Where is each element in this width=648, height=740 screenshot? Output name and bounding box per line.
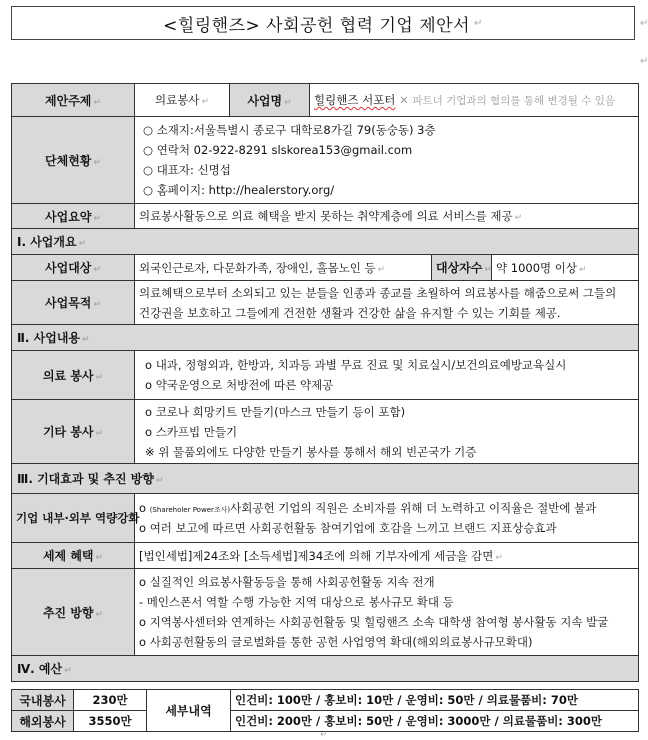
other-row — [12, 400, 639, 464]
biz-name-value[interactable]: 힐링핸즈 서포터 — [314, 93, 396, 107]
strength-value[interactable] — [135, 494, 639, 543]
paragraph-mark-icon: ↵ — [640, 18, 648, 29]
group-label: 단체현황 ↵ — [12, 117, 135, 204]
domestic-label: 국내봉사 — [12, 690, 74, 711]
group-representative: ○ 대표자: 신명섭 — [143, 163, 231, 177]
budget-domestic-row — [12, 690, 639, 711]
detail-label: 세부내역 — [147, 690, 231, 732]
section-2-row — [12, 325, 639, 351]
other-line: o 코로나 희망키트 만들기(마스크 만들기 등이 포함) — [145, 404, 406, 419]
paragraph-mark-icon: ↵ — [320, 730, 328, 740]
direction-label: 추진 방향 ↵ — [12, 569, 135, 656]
other-line: ※ 위 물품외에도 다양한 만들기 봉사를 통해서 해외 빈곤국가 기증 — [145, 444, 477, 459]
group-address: ○ 소재지:서울특별시 종로구 대학로8가길 79(동숭동) 3층 — [143, 123, 436, 137]
direction-line: o 지역봉사센터와 연계하는 사회공헌활동 및 힐링핸즈 소속 대학생 참여형 봉사활동 지속 발굴 — [139, 615, 609, 629]
budget-table — [11, 689, 639, 732]
medical-row — [12, 351, 639, 400]
domestic-detail[interactable]: 인건비: 100만 / 홍보비: 10만 / 운영비: 50만 / 의료물품비: 70만 — [231, 690, 639, 711]
target-value[interactable]: 외국인근로자, 다문화가족, 장애인, 홀몸노인 등 ↵ — [135, 255, 432, 281]
direction-line: o 실질적인 의료봉사활동등을 통해 사회공헌활동 지속 전개 — [139, 575, 435, 589]
other-value[interactable] — [135, 400, 639, 464]
topic-value[interactable]: 의료봉사 ↵ — [135, 84, 230, 117]
direction-line: - 메인스폰서 역할 수행 가능한 지역 대상으로 봉사규모 확대 등 — [139, 595, 454, 609]
medical-value[interactable] — [135, 351, 639, 400]
target-row — [12, 255, 639, 281]
section-4-row — [12, 656, 639, 682]
purpose-label: 사업목적 ↵ — [12, 281, 135, 325]
direction-value[interactable] — [135, 569, 639, 656]
section-1-heading: Ⅰ. 사업개요 ↵ — [12, 229, 639, 255]
group-row — [12, 117, 639, 204]
target-label: 사업대상 ↵ — [12, 255, 135, 281]
purpose-line: 의료혜택으로부터 소외되고 있는 분들을 인종과 종교를 초월하여 의료봉사를 해줌으로써 그들의 — [139, 285, 617, 300]
overseas-detail[interactable]: 인건비: 200만 / 홍보비: 50만 / 운영비: 3000만 / 의료물품비: 300만 — [231, 711, 639, 732]
document-title: <힐링핸즈> 사회공헌 협력 기업 제안서 — [163, 15, 471, 36]
other-label: 기타 봉사 ↵ — [12, 400, 135, 464]
section-4-heading: Ⅳ. 예산 ↵ — [12, 656, 639, 682]
paragraph-mark-icon: ↵ — [640, 56, 648, 67]
proposal-table — [11, 83, 639, 682]
tax-label: 세제 혜택 ↵ — [12, 543, 135, 569]
paragraph-mark-icon: ↵ — [474, 17, 483, 29]
group-contact: ○ 연락처 02-922-8291 slskorea153@gmail.com — [143, 143, 413, 157]
medical-line: o 내과, 정형외과, 한방과, 치과등 과별 무료 진료 및 치료실시/보건의료예방교육실시 — [145, 358, 567, 372]
target-count-value[interactable]: 약 1000명 이상 ↵ — [492, 255, 639, 281]
overseas-label: 해외봉사 — [12, 711, 74, 732]
summary-label: 사업요약 ↵ — [12, 204, 135, 229]
strength-line: o (Shareholer Power조사)사회공헌 기업의 직원은 소비자를 위해 더 노력하고 이직율은 절반에 불과 — [139, 501, 597, 515]
topic-row — [12, 84, 639, 117]
tax-value[interactable]: [법인세법]제24조와 [소득세법]제34조에 의해 기부자에게 세금을 감면 ↵ — [135, 543, 639, 569]
medical-line: o 약국운영으로 처방전에 따른 약제공 — [145, 378, 334, 392]
strength-label: 기업 내부·외부 역량강화 — [12, 494, 135, 543]
close-icon[interactable]: ✕ — [399, 93, 409, 107]
summary-value[interactable]: 의료봉사활동으로 의료 혜택을 받지 못하는 취약계층에 의료 서비스를 제공 ↵ — [135, 204, 639, 229]
purpose-row — [12, 281, 639, 325]
direction-line: o 사회공헌활동의 글로벌화를 통한 공헌 사업영역 확대(해외의료봉사규모확대) — [139, 635, 533, 649]
summary-row — [12, 204, 639, 229]
topic-label: 제안주제 ↵ — [12, 84, 135, 117]
group-homepage: ○ 홈페이지: http://healerstory.org/ — [143, 183, 335, 197]
section-2-heading: Ⅱ. 사업내용 ↵ — [12, 325, 639, 351]
medical-label: 의료 봉사 ↵ — [12, 351, 135, 400]
biz-name-cell[interactable] — [310, 84, 639, 117]
strength-line: o 여러 보고에 따르면 사회공헌활동 참여기업에 호감을 느끼고 브랜드 지표상승효과 — [139, 521, 557, 535]
strength-row — [12, 494, 639, 543]
group-info[interactable] — [135, 117, 639, 204]
tax-row — [12, 543, 639, 569]
domestic-amount[interactable]: 230만 — [74, 690, 147, 711]
overseas-amount[interactable]: 3550만 — [74, 711, 147, 732]
purpose-value[interactable] — [135, 281, 639, 325]
section-1-row — [12, 229, 639, 255]
section-3-row — [12, 464, 639, 494]
target-count-label: 대상자수 ↵ — [432, 255, 492, 281]
purpose-line: 건강권을 보호하고 그들에게 건전한 생활과 건강한 삶을 유지할 수 있는 기회를 제공. — [139, 305, 561, 320]
document-title-box — [11, 6, 635, 40]
other-line: o 스카프빕 만들기 — [145, 424, 238, 439]
direction-row — [12, 569, 639, 656]
budget-overseas-row — [12, 711, 639, 732]
biz-name-label: 사업명 ↵ — [230, 84, 310, 117]
biz-name-placeholder: 파트너 기업과의 협의를 통해 변경될 수 있음 — [412, 95, 615, 107]
section-3-heading: Ⅲ. 기대효과 및 추진 방향 ↵ — [12, 464, 639, 494]
